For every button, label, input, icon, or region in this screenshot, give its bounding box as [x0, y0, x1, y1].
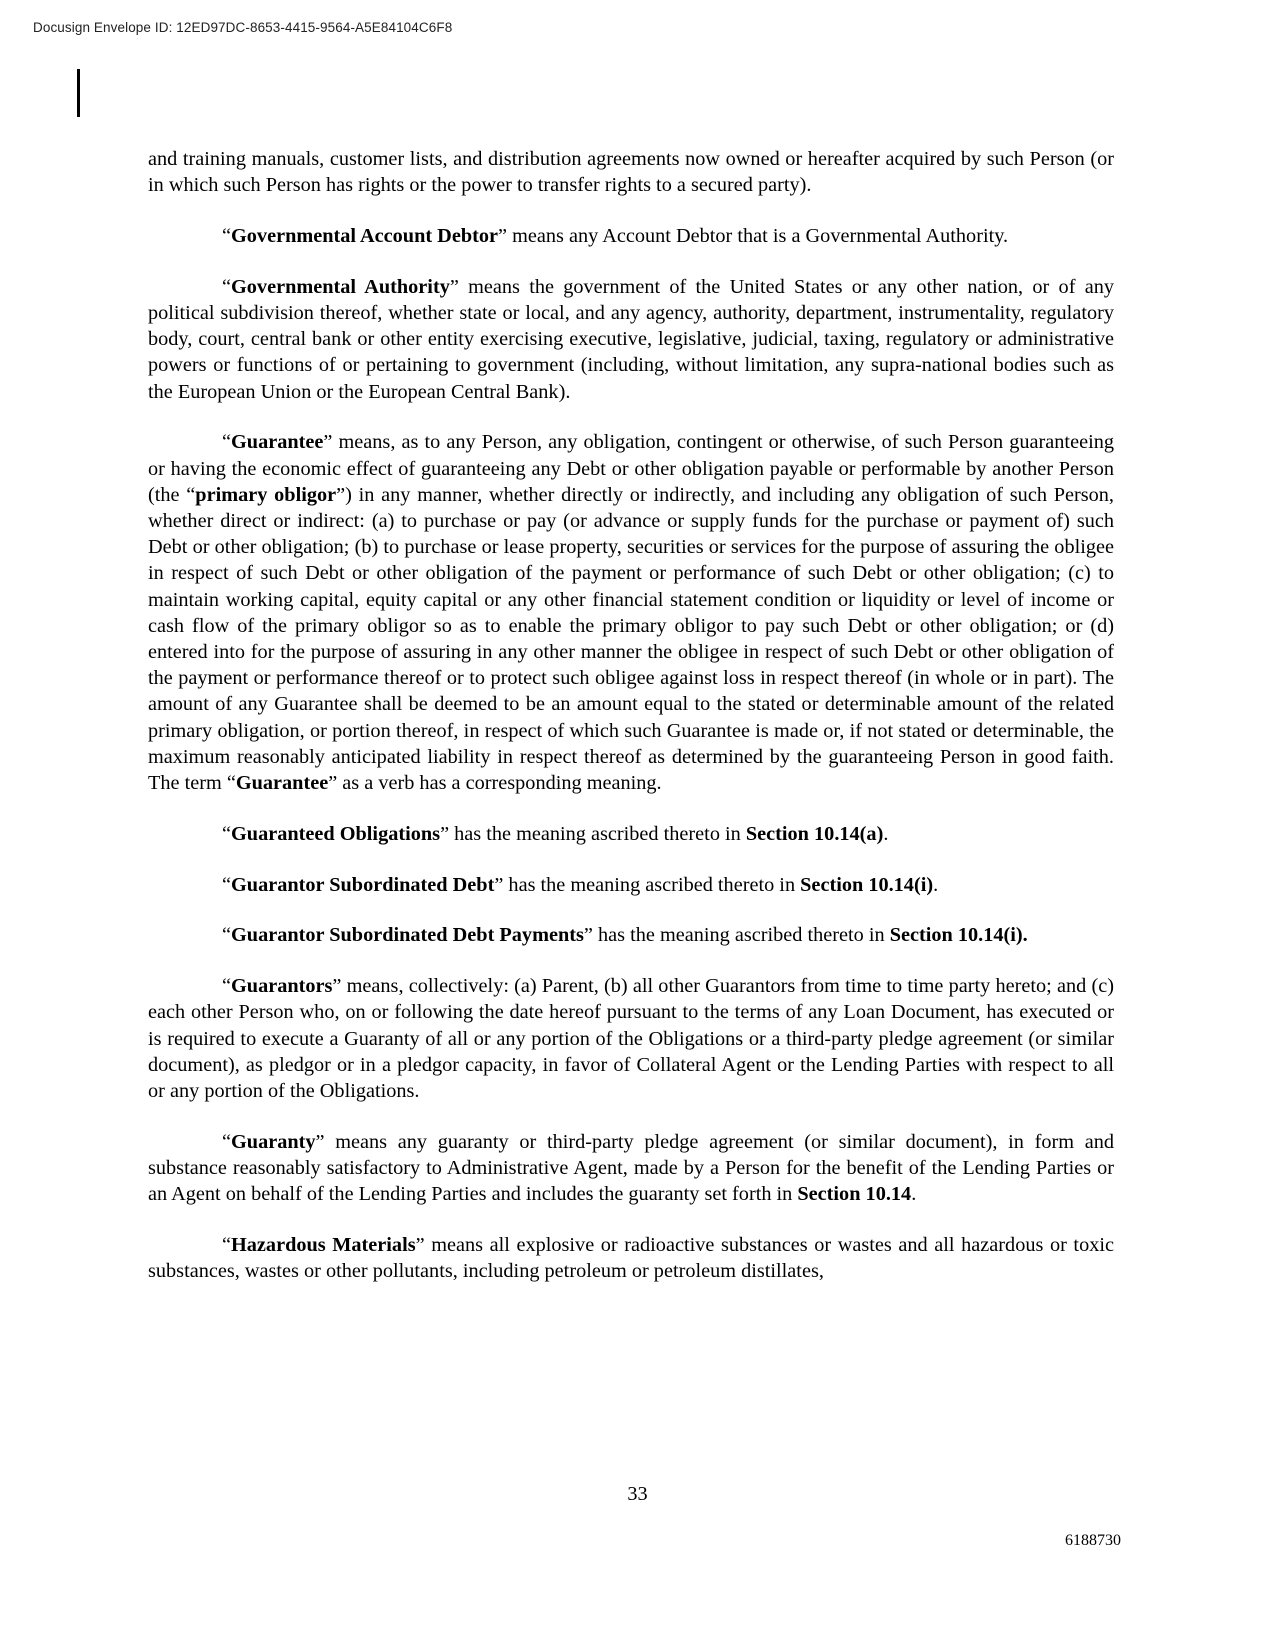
document-body [148, 146, 1114, 1309]
definition-text: means, collectively: (a) Parent, (b) all other Guarantors from time to time party hereto; and (c) each other Person who, on or following the date hereof pursuant to the terms of any Loan Document, has executed or is required to execute a Guaranty of all or any portion of the Obligations or a third-party pledge agreement (or similar document), as pledgor or in a pledgor capacity, in favor of Collateral Agent or the Lending Parties with respect to all or any portion of the Obligations. [148, 975, 1114, 1103]
definition-text: has the meaning ascribed thereto in [592, 924, 890, 947]
section-reference: Section 10.14(i). [889, 924, 1028, 947]
inline-defined-term: Guarantee [235, 772, 329, 795]
definition-tail: . [911, 1183, 917, 1206]
definition-guarantee: “Guarantee” means, as to any Person, any obligation, contingent or otherwise, of such Person guaranteeing or having the economic effect of guaranteeing any Debt or other obligation payable or performable by another Person (the “primary obligor”) in any manner, whether directly or indirectly, and including any obligation of such Person, whether direct or indirect: (a) to purchase or pay (or advance or supply funds for the purchase or payment of) such Debt or other obligation; (b) to purchase or lease property, securities or services for the purpose of assuring the obligee in respect of such Debt or other obligation of the payment or performance of such Debt or other obligation; (c) to maintain working capital, equity capital or any other financial statement condition or liquidity or level of income or cash flow of the primary obligor so as to enable the primary obligor to pay such Debt or other obligation; or (d) entered into for the purpose of assuring in any other manner the obligee in respect of such Debt or other obligation of the payment or performance thereof or to protect such obligee against loss in respect thereof (in whole or in part). The amount of any Guarantee shall be deemed to be an amount equal to the stated or determinable amount of the related primary obligation, or portion thereof, in respect of which such Guarantee is made or, if not stated or determinable, the maximum reasonably anticipated liability in respect thereof as determined by the guaranteeing Person in good faith. The term “Guarantee” as a verb has a corresponding meaning. [148, 431, 1114, 795]
definition-text: has the meaning ascribed thereto in [503, 873, 801, 896]
defined-term: Guaranty [231, 1130, 316, 1153]
page-number: 33 [627, 1483, 648, 1505]
defined-term: Governmental Account Debtor [231, 225, 499, 247]
definition-guarantor-subordinated-debt-payments: “Guarantor Subordinated Debt Payments” has the meaning ascribed thereto in Section 10.14(i). [222, 924, 1028, 947]
definition-text: ”) in any manner, whether directly or indirectly, and including any obligation of such Person, whether direct or indirect: (a) to purchase or pay (or advance or supply funds for the purchase or payment of) such Debt or other obligation; (b) to purchase or lease property, securities or services for the purpose of assuring the obligee in respect of such Debt or other obligation of the payment or performance of such Debt or other obligation; (c) to maintain working capital, equity capital or any other financial statement condition or liquidity or level of income or cash flow of the primary obligor so as to enable the primary obligor to pay such Debt or other obligation; or (d) entered into for the purpose of assuring in any other manner the obligee in respect of such Debt or other obligation of the payment or performance thereof or to protect such obligee against loss in respect thereof (in whole or in part). The amount of any Guarantee shall be deemed to be an amount equal to the stated or determinable amount of the related primary obligation, or portion thereof, in respect of which such Guarantee is made or, if not stated or determinable, the maximum reasonably anticipated liability in respect thereof as determined by the guaranteeing Person in good faith. The term “ [148, 483, 1114, 795]
definition-governmental-account-debtor: “Governmental Account Debtor” means any Account Debtor that is a Governmental Authority. [222, 225, 1009, 247]
defined-term: Guarantor Subordinated Debt [231, 873, 495, 896]
definition-text: has the meaning ascribed thereto in [449, 822, 746, 845]
inline-defined-term: primary obligor [195, 483, 337, 506]
section-reference: Section 10.14 [797, 1183, 912, 1206]
definition-guaranteed-obligations: “Guaranteed Obligations” has the meaning ascribed thereto in Section 10.14(a). [222, 822, 889, 845]
definition-text: means, as to any Person, any obligation, contingent or otherwise, of such Person guaranteeing or having the economic effect of guaranteeing any Debt or other obligation payable or performable by another Person (the “ [148, 431, 1114, 506]
definition-guaranty: “Guaranty” means any guaranty or third-party pledge agreement (or similar document), in form and substance reasonably satisfactory to Administrative Agent, made by a Person for the benefit of the Lending Parties or an Agent on behalf of the Lending Parties and includes the guaranty set forth in Section 10.14. [148, 1130, 1114, 1206]
definition-text: ” as a verb has a corresponding meaning. [328, 772, 662, 795]
definition-text: means any guaranty or third-party pledge agreement (or similar document), in form and substance reasonably satisfactory to Administrative Agent, made by a Person for the benefit of the Lending Parties or an Agent on behalf of the Lending Parties and includes the guaranty set forth in [148, 1130, 1114, 1206]
section-reference: Section 10.14(i) [800, 873, 934, 896]
definition-tail: . [933, 873, 939, 896]
definition-text: means the government of the United States or any other nation, or of any political subdivision thereof, whether state or local, and any agency, authority, department, instrumentality, regulatory body, court, central bank or other entity exercising executive, legislative, judicial, taxing, regulatory or administrative powers or functions of or pertaining to government (including, without limitation, any supra-national bodies such as the European Union or the European Central Bank). [148, 275, 1114, 403]
defined-term: Guarantor Subordinated Debt Payments [231, 924, 584, 947]
defined-term: Guarantee [231, 431, 324, 454]
definition-text: means any Account Debtor that is a Governmental Authority. [507, 225, 1009, 247]
definition-hazardous-materials: “Hazardous Materials” means all explosive or radioactive substances or wastes and all hazardous or toxic substances, wastes or other pollutants, including petroleum or petroleum distillates, [148, 1234, 1114, 1283]
definition-guarantor-subordinated-debt: “Guarantor Subordinated Debt” has the meaning ascribed thereto in Section 10.14(i). [222, 873, 939, 896]
docusign-envelope-id: Docusign Envelope ID: 12ED97DC-8653-4415-9564-A5E84104C6F8 [33, 20, 453, 35]
document-number: 6188730 [1065, 1532, 1121, 1549]
section-reference: Section 10.14(a) [745, 822, 884, 845]
defined-term: Guarantors [231, 975, 333, 998]
definition-guarantors: “Guarantors” means, collectively: (a) Parent, (b) all other Guarantors from time to time party hereto; and (c) each other Person who, on or following the date hereof pursuant to the terms of any Loan Document, has executed or is required to execute a Guaranty of all or any portion of the Obligations or a third-party pledge agreement (or similar document), as pledgor or in a pledgor capacity, in favor of Collateral Agent or the Lending Parties with respect to all or any portion of the Obligations. [148, 975, 1114, 1103]
defined-term: Governmental Authority [231, 275, 450, 298]
definition-governmental-authority: “Governmental Authority” means the government of the United States or any other nation, or of any political subdivision thereof, whether state or local, and any agency, authority, department, instrumentality, regulatory body, court, central bank or other entity exercising executive, legislative, judicial, taxing, regulatory or administrative powers or functions of or pertaining to government (including, without limitation, any supra-national bodies such as the European Union or the European Central Bank). [148, 275, 1114, 403]
continuation-paragraph: and training manuals, customer lists, and distribution agreements now owned or hereafter acquired by such Person (or in which such Person has rights or the power to transfer rights to a secured party). [148, 148, 1114, 197]
defined-term: Guaranteed Obligations [231, 822, 441, 845]
definition-text: means all explosive or radioactive substances or wastes and all hazardous or toxic substances, wastes or other pollutants, including petroleum or petroleum distillates, [148, 1234, 1114, 1283]
defined-term: Hazardous Materials [231, 1234, 416, 1257]
definition-tail: . [883, 822, 889, 845]
revision-change-bar [77, 69, 80, 117]
